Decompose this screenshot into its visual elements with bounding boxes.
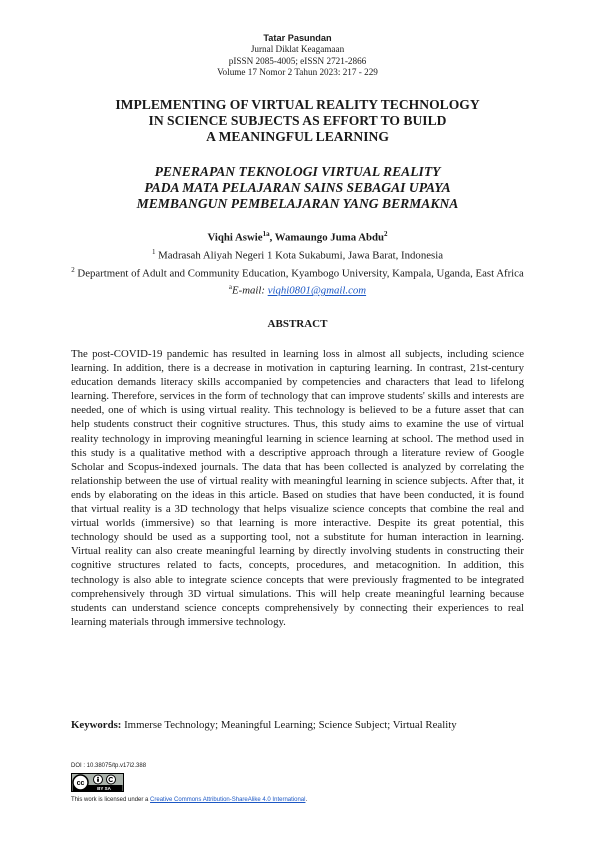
title-indonesian	[40, 164, 555, 212]
author-2-sup: 2	[384, 230, 388, 238]
cc-badge-text: BY SA	[97, 786, 111, 791]
author-names	[60, 227, 535, 245]
cc-license-logo[interactable]	[71, 773, 124, 792]
email-line	[60, 280, 535, 298]
affiliation-1-sup: 1	[151, 247, 156, 256]
keywords	[71, 718, 524, 732]
journal-header	[0, 33, 595, 79]
author-block	[60, 227, 535, 298]
title-en-line: A MEANINGFUL LEARNING	[206, 129, 389, 144]
affiliation-1	[60, 245, 535, 263]
email-sup: a	[228, 283, 232, 292]
abstract-heading: ABSTRACT	[267, 318, 328, 330]
journal-subtitle: Jurnal Diklat Keagamaan	[250, 44, 345, 55]
license-link[interactable]: Creative Commons Attribution-ShareAlike 4.0 International	[150, 797, 306, 803]
license-line	[71, 797, 307, 803]
license-prefix: This work is licensed under a	[71, 797, 151, 803]
title-en-line: IMPLEMENTING OF VIRTUAL REALITY TECHNOLOGY	[115, 97, 480, 112]
keywords-label: Keywords:	[71, 719, 122, 731]
journal-issn: pISSN 2085-4005; eISSN 2721-2866	[228, 55, 367, 66]
email-label: E-mail:	[232, 284, 268, 297]
keywords-text: Immerse Technology; Meaningful Learning; Science Subject; Virtual Reality	[121, 719, 457, 731]
author-1-sup: 1a	[262, 230, 270, 238]
journal-volume: Volume 17 Nomor 2 Tahun 2023: 217 - 229	[217, 67, 378, 78]
abstract-text: The post-COVID-19 pandemic has resulted in learning loss in almost all subjects, including science learning. In addition, there is a decrease in motivation in capturing learning. In contrast, 21st-century education demands literacy skills accompanied by competencies and characters that lead to lifelong learning. Therefore, services in the form of technology that can improve students' skills and interests are needed, one of which is using virtual reality. This technology is believed to be a future asset that can help students construct their cognitive structures. Thus, this study aims to examine the use of virtual reality technology in improving meaningful learning in science learning at school. The method used in this study is a qualitative method with a descriptive approach through a literature review of Google Scholar and Scopus-indexed journals. The data that has been collected is analyzed by correlating the relationship between the use of virtual reality with meaningful learning in science subjects. After that, it ends by elaborating on the ideas in this article. Based on studies that have been conducted, it is found that virtual reality is a 3D technology that helps visualize science concepts that combine the real and virtual worlds (immersive) so that learning is more interactive. Despite its great potential, this technology should be used as a supporting tool, not a substitute for human interaction in learning. Virtual reality can also create meaningful learning by directly involving students in constructing their cognitive structures related to facts, concepts, procedures, and metacognition. In addition, this technology is also able to integrate science concepts that were previously fragmented to be integrated comprehensively through 3D virtual simulations. This will help create meaningful learning because students can understand science concepts comprehensively by connecting their experiences to real learning materials through immersive technology.	[71, 348, 524, 628]
title-english	[40, 97, 555, 145]
affiliation-2-text: Department of Adult and Community Education, Kyambogo University, Kampala, Uganda, East Africa	[74, 267, 524, 280]
title-id-line: PENERAPAN TEKNOLOGI VIRTUAL REALITY	[154, 164, 441, 179]
title-id-line: PADA MATA PELAJARAN SAINS SEBAGAI UPAYA	[144, 180, 451, 195]
author-1: Viqhi Aswie	[207, 231, 263, 244]
doi: DOI : 10.38075/tp.v17i2.388	[71, 763, 147, 769]
affiliation-2	[60, 263, 535, 281]
cc-mark: cc	[76, 780, 85, 787]
journal-name: Tatar Pasundan	[263, 33, 332, 43]
email-link[interactable]: viqhi0801@gmail.com	[267, 284, 367, 297]
title-en-line: IN SCIENCE SUBJECTS AS EFFORT TO BUILD	[148, 113, 447, 128]
author-2: Wamaungo Juma Abdu	[274, 231, 385, 244]
license-suffix: .	[305, 797, 308, 803]
title-id-line: MEMBANGUN PEMBELAJARAN YANG BERMAKNA	[136, 196, 459, 211]
affiliation-2-sup: 2	[71, 265, 75, 274]
affiliation-1-text: Madrasah Aliyah Negeri 1 Kota Sukabumi, Jawa Barat, Indonesia	[155, 249, 444, 262]
author-separator: ,	[269, 231, 275, 244]
